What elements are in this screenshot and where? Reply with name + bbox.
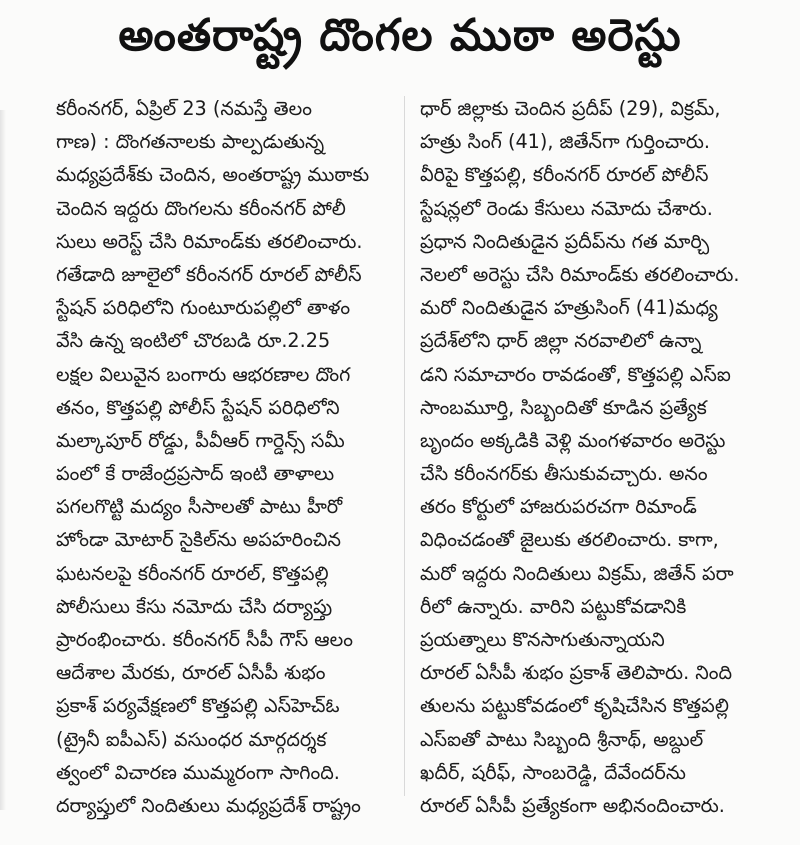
article-column-right	[420, 92, 772, 822]
text-line: కరీంనగర్, ఏప్రిల్ 23 (నమస్తే తెలం	[56, 97, 312, 120]
text-line: మరో ఇద్దరు నిందితులు విక్రమ్, జితేన్ పరా	[420, 561, 734, 585]
text-line: ఘటనలపై కరీంనగర్ రూరల్, కొత్తపల్లి	[56, 561, 329, 585]
text-line: స్టేషన్ పరిధిలోని గుంటూరుపల్లిలో తాళం	[56, 296, 351, 320]
text-line: పగలగొట్టి మద్యం సీసాలతో పాటు హీరో	[56, 495, 343, 519]
text-line: ప్రయత్నాలు కొనసాగుతున్నాయని	[420, 628, 665, 651]
text-line: పంలో కే రాజేంద్రప్రసాద్ ఇంటి తాళాలు	[56, 462, 335, 486]
text-line: హోండా మోటార్ సైకిల్‌ను అపహరించిన	[56, 528, 341, 552]
text-line: రీలో ఉన్నారు. వారిని పట్టుకోవడానికి	[420, 594, 687, 618]
column-divider	[404, 96, 405, 796]
text-line: వీరిపై కొత్తపల్లి, కరీంనగర్ రూరల్ పోలీస్	[420, 163, 709, 187]
text-line: ప్రారంభించారు. కరీంనగర్ సీపీ గౌస్ ఆలం	[56, 628, 353, 651]
text-line: విధించడంతో జైలుకు తరలించారు. కాగా,	[420, 528, 719, 552]
text-line: సులు అరెస్ట్ చేసి రిమాండ్‌కు తరలించారు.	[56, 229, 363, 253]
text-line: బృందం అక్కడికి వెళ్లి మంగళవారం అరెస్టు	[420, 428, 726, 452]
text-line: తనం, కొత్తపల్లి పోలీస్ స్టేషన్ పరిధిలోని	[56, 395, 340, 419]
text-line: ధార్ జిల్లాకు చెందిన ప్రదీప్ (29), విక్రమ్,	[420, 97, 721, 120]
text-line: తరం కోర్టులో హాజరుపరచగా రిమాండ్	[420, 495, 697, 519]
text-line: రూరల్ ఏసీపీ శుభం ప్రకాశ్ తెలిపారు. నింది	[420, 661, 733, 685]
article-column-left	[56, 92, 392, 822]
text-line: స్టేషన్లలో రెండు కేసులు నమోదు చేశారు.	[420, 196, 713, 220]
text-line: డని సమాచారం రావడంతో, కొత్తపల్లి ఎస్ఐ	[420, 362, 731, 386]
text-line: త్వంలో విచారణ ముమ్మరంగా సాగింది.	[56, 760, 340, 784]
text-line: సాంబమూర్తి, సిబ్బందితో కూడిన ప్రత్యేక	[420, 395, 707, 419]
text-line: గాణ) : దొంగతనాలకు పాల్పడుతున్న	[56, 130, 325, 154]
text-line: మధ్యప్రదేశ్‌కు చెందిన, అంతరాష్ట్ర ముఠాకు	[56, 163, 370, 187]
text-line: లక్షల విలువైన బంగారు ఆభరణాల దొంగ	[56, 362, 351, 386]
text-line: రూరల్ ఏసీపీ ప్రత్యేకంగా అభినందించారు.	[420, 793, 725, 817]
text-line: చేసి కరీంనగర్‌కు తీసుకువచ్చారు. అనం	[420, 462, 708, 486]
text-line: ఆదేశాల మేరకు, రూరల్ ఏసీపీ శుభం	[56, 661, 326, 685]
text-line: వేసి ఉన్న ఇంటిలో చొరబడి రూ.2.25	[56, 329, 331, 353]
text-line: పోలీసులు కేసు నమోదు చేసి దర్యాప్తు	[56, 594, 333, 618]
text-line: మల్కాపూర్ రోడ్డు, పీవీఆర్ గార్డెన్స్ సమీ	[56, 428, 345, 452]
text-line: ప్రదేశ్‌లోని ధార్ జిల్లా నరవాలిలో ఉన్నా	[420, 329, 702, 353]
text-line: చెందిన ఇద్దరు దొంగలను కరీంనగర్ పోలీ	[56, 196, 346, 220]
text-line: ఎస్ఐతో పాటు సిబ్బంది శ్రీనాథ్, అబ్దుల్	[420, 727, 704, 751]
text-line: గతేడాది జూలైలో కరీంనగర్ రూరల్ పోలీస్	[56, 262, 362, 286]
text-line: తులను పట్టుకోవడంలో కృషిచేసిన కొత్తపల్లి	[420, 694, 729, 718]
article-headline: అంతరాష్ట్ర దొంగల ముఠా అరెస్టు	[118, 10, 682, 61]
text-line: ప్రధాన నిందితుడైన ప్రదీప్‌ను గత మార్చి	[420, 229, 710, 253]
page-edge-shadow	[0, 110, 6, 810]
text-line: దర్యాప్తులో నిందితులు మధ్యప్రదేశ్ రాష్ట్రం	[56, 793, 361, 817]
text-line: ప్రకాశ్ పర్యవేక్షణలో కొత్తపల్లి ఎస్‌హెచ్ఓ	[56, 694, 340, 718]
text-line: (ట్రైనీ ఐపీఎస్) వసుంధర మార్గదర్శక	[56, 727, 327, 751]
text-line: ఖదీర్, షరీఫ్, సాంబరెడ్డి, దేవేందర్‌ను	[420, 760, 686, 784]
text-line: నెలలో అరెస్టు చేసి రిమాండ్‌కు తరలించారు.	[420, 262, 740, 286]
text-line: మరో నిందితుడైన హత్రుసింగ్ (41)మధ్య	[420, 296, 718, 320]
text-line: హత్రు సింగ్ (41), జితేన్‌గా గుర్తించారు.	[420, 130, 710, 154]
